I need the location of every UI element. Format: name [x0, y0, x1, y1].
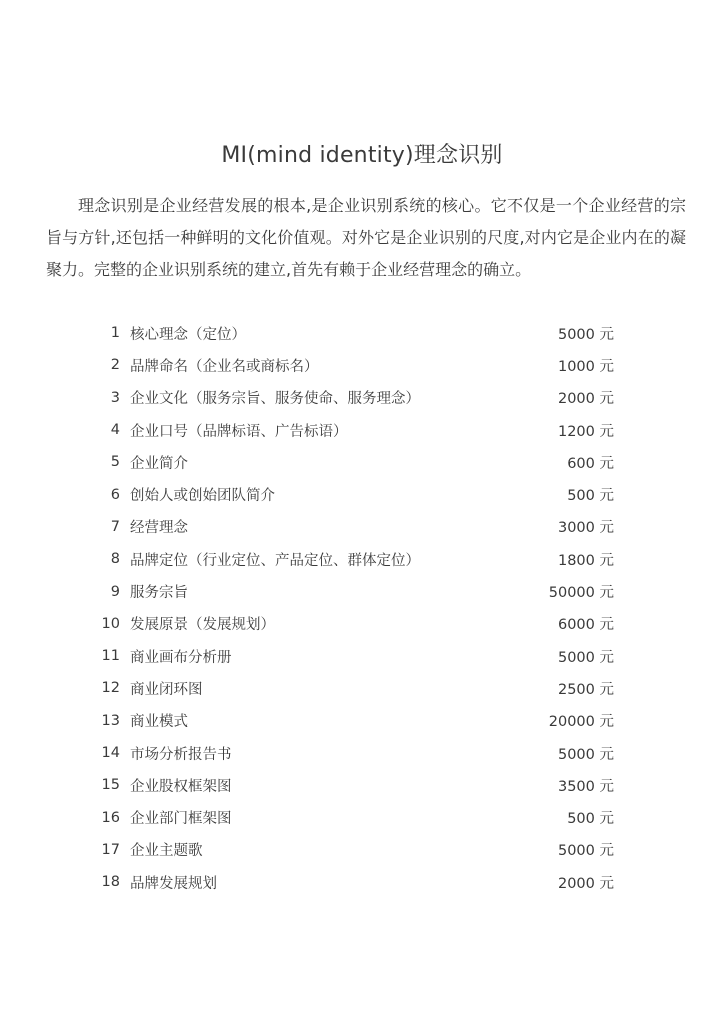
- item-price: 3000 元: [557, 520, 614, 537]
- item-price: 2000 元: [557, 391, 614, 408]
- item-number: 12: [101, 680, 120, 697]
- item-name: 创始人或创始团队简介: [130, 488, 275, 505]
- list-item: [90, 317, 620, 349]
- item-name: 发展原景（发展规划）: [130, 617, 275, 634]
- item-name: 品牌发展规划: [130, 875, 217, 892]
- item-name: 经营理念: [130, 520, 188, 537]
- item-name: 商业模式: [130, 714, 188, 731]
- item-price: 5000 元: [557, 649, 614, 666]
- list-item: [90, 414, 620, 446]
- item-name: 企业部门框架图: [130, 811, 232, 828]
- item-price: 500 元: [567, 811, 614, 828]
- list-item: [90, 478, 620, 510]
- list-item: [90, 575, 620, 607]
- list-item: [90, 769, 620, 801]
- item-price: 3500 元: [557, 778, 614, 795]
- item-name: 服务宗旨: [130, 585, 188, 602]
- list-item: [90, 737, 620, 769]
- list-item: [90, 511, 620, 543]
- item-number: 11: [101, 648, 120, 665]
- item-name: 企业简介: [130, 455, 188, 472]
- item-number: 5: [110, 454, 120, 471]
- item-number: 18: [101, 874, 120, 891]
- list-item: [90, 801, 620, 833]
- item-price: 1200 元: [557, 423, 614, 440]
- item-number: 14: [101, 745, 120, 761]
- item-number: 17: [101, 841, 120, 858]
- item-price: 6000 元: [557, 617, 614, 634]
- item-name: 商业闭环图: [130, 681, 203, 698]
- item-number: 9: [110, 583, 120, 600]
- item-name: 商业画布分析册: [130, 649, 232, 666]
- item-name: 品牌定位（行业定位、产品定位、群体定位）: [130, 552, 420, 569]
- list-item: [90, 834, 620, 866]
- item-price: 20000 元: [548, 714, 614, 731]
- item-price: 500 元: [567, 488, 614, 505]
- item-number: 3: [110, 389, 120, 406]
- item-name: 企业文化（服务宗旨、服务使命、服务理念）: [130, 391, 420, 408]
- item-price: 5000 元: [557, 326, 614, 343]
- item-number: 15: [101, 777, 120, 794]
- list-item: [90, 608, 620, 640]
- item-name: 品牌命名（企业名或商标名）: [130, 358, 319, 375]
- item-price: 600 元: [567, 455, 614, 472]
- item-price: 50000 元: [548, 585, 614, 602]
- item-number: 8: [110, 551, 120, 568]
- item-name: 企业口号（品牌标语、广告标语）: [130, 423, 348, 440]
- list-item: [90, 672, 620, 704]
- list-item: [90, 705, 620, 737]
- item-number: 6: [110, 486, 120, 503]
- price-list: [90, 317, 620, 898]
- item-price: 5000 元: [557, 746, 614, 763]
- page-title: MI(mind identity)理念识别: [221, 143, 503, 168]
- item-price: 2000 元: [557, 875, 614, 892]
- item-number: 10: [101, 615, 120, 632]
- item-number: 13: [101, 712, 120, 729]
- item-price: 5000 元: [557, 843, 614, 860]
- list-item: [90, 349, 620, 381]
- item-number: 16: [101, 809, 120, 826]
- list-item: [90, 382, 620, 414]
- item-name: 企业主题歌: [130, 843, 203, 860]
- item-number: 7: [110, 518, 120, 535]
- item-number: 2: [110, 357, 120, 374]
- list-item: [90, 866, 620, 898]
- item-name: 市场分析报告书: [130, 746, 232, 763]
- item-price: 2500 元: [557, 681, 614, 698]
- item-name: 企业股权框架图: [130, 778, 232, 795]
- item-number: 1: [110, 325, 120, 342]
- item-price: 1800 元: [557, 552, 614, 569]
- intro-paragraph: 理念识别是企业经营发展的根本,是企业识别系统的核心。它不仅是一个企业经营的宗旨与方针,还包括一种鲜明的文化价值观。对外它是企业识别的尺度,对内它是企业内在的凝聚力。完整的企业识别系统的建立,首先有赖于企业经营理念的确立。: [46, 196, 686, 279]
- item-price: 1000 元: [557, 358, 614, 375]
- list-item: [90, 640, 620, 672]
- list-item: [90, 543, 620, 575]
- list-item: [90, 446, 620, 478]
- item-number: 4: [110, 422, 120, 439]
- item-name: 核心理念（定位）: [130, 326, 246, 343]
